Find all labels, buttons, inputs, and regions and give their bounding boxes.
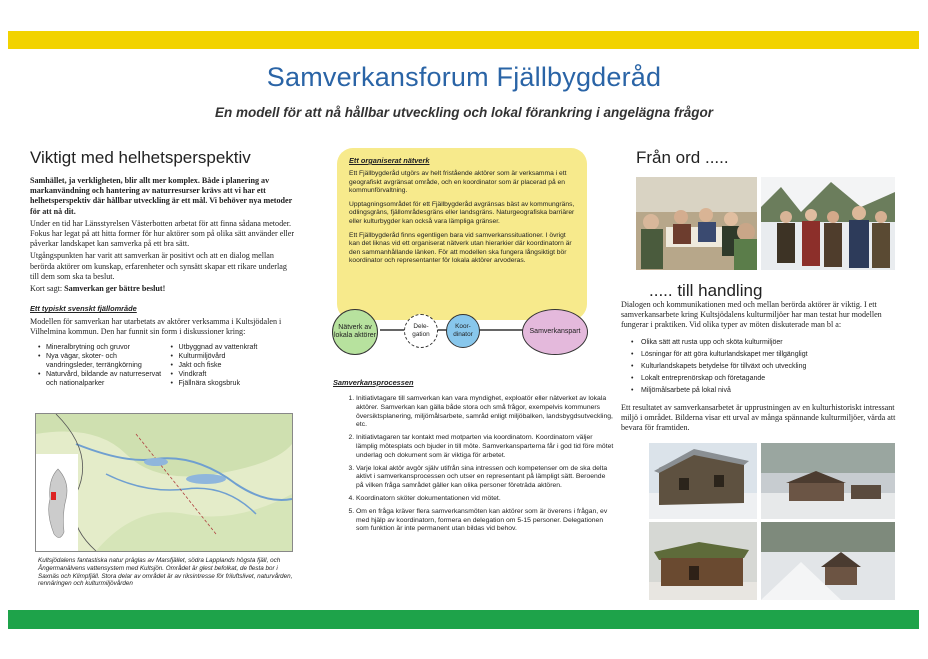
right-heading-2: ..... till handling	[649, 281, 763, 300]
list-item: • Mineralbrytning och gruvor	[40, 343, 163, 352]
building-photo-1-graphic	[649, 443, 757, 519]
meeting-photo-1-graphic	[636, 177, 757, 270]
paragraph-3: Modellen för samverkan har utarbetats av aktörer verksamma i Kultsjödalen i Vilhelmina kommun. Den har funnit sin form i diskussioner kring:	[30, 317, 282, 337]
building-photo-2	[761, 443, 895, 519]
list-item: • Fjällnära skogsbruk	[173, 379, 296, 388]
top-color-bar	[8, 31, 919, 49]
left-column	[30, 148, 295, 388]
right-paragraph-1: Dialogen och kommunikationen med och mellan berörda aktörer är viktig. I ett samverkansarbete kring Kultsjödalens kulturmiljöer har man testat hur modellen fungerar i praktiken. Vid olika typer av möten diskuterade man bl a:	[621, 300, 882, 330]
node-coordinator-label: Koor- dinator	[453, 323, 473, 338]
topic-list-b	[163, 343, 296, 388]
right-paragraph-2: Ett resultatet av samverkansarbetet är upprustningen av en kulturhistoriskt intressant miljö i området. Bilderna visar ett urval av många spännande kulturmiljöer, värda att bevara för framtiden.	[621, 402, 896, 433]
list-item: • Jakt och fiske	[173, 361, 296, 370]
process-heading: Samverkansprocessen	[333, 378, 414, 387]
discussion-list	[621, 337, 903, 397]
list-item: • Lösningar för att göra kulturlandskapet mer tillgängligt	[631, 349, 903, 361]
meeting-photo-2	[761, 177, 895, 270]
building-photo-4	[761, 522, 895, 600]
meeting-photo-2-graphic	[761, 177, 895, 270]
node-delegation-label: Dele- gation	[412, 323, 430, 338]
topic-list-a	[30, 343, 163, 388]
building-photo-4-graphic	[761, 522, 895, 600]
process-step: 1. Initiativtagare till samverkan kan vara myndighet, exploatör eller nätverket av lokala aktörer. Samverkan kan gälla både stora och små frågor, exempelvis kommuners översiktsplanering, miljömålsarbete, samråd enligt miljöbalken, landsbygdsutveckling, etc.	[356, 395, 614, 430]
summary-prefix: Kort sagt:	[30, 284, 65, 294]
node-delegation	[404, 314, 438, 348]
right-text	[621, 300, 903, 435]
list-item: • Olika sätt att rusta upp och sköta kulturmiljöer	[631, 337, 903, 349]
list-item: • Miljömålsarbete på lokal nivå	[631, 385, 903, 397]
map-caption: Kultsjödalens fantastiska natur präglas av Marsfjället, södra Lapplands högsta fjäll, och Ångermanälvens vattensystem med Kultsjön. Området är glest befolkat, de flesta bor i Saxnäs och Klimpfjäll. Stora delar av området är av riksintresse för friluftslivet, naturvården, rennäringen och kulturmiljövården	[38, 557, 293, 588]
intro-paragraph: Samhället, ja verkligheten, blir allt mer komplex. Både i planering av markanvändning och hantering av naturresurser krävs att vi har ett helhetsperspektiv där hållbar utveckling är ett mål. Vi behöver nya metoder för att nå dit.	[30, 176, 293, 216]
list-item: • Kulturlandskapets betydelse för tillväxt och utveckling	[631, 361, 903, 373]
page-subtitle: En modell för att nå hållbar utveckling och lokal förankring i angelägna frågor	[214, 105, 714, 120]
node-actors	[332, 309, 378, 355]
right-heading-1-wrap	[636, 148, 729, 176]
list-item: • Utbyggnad av vattenkraft	[173, 343, 296, 352]
map-graphic	[36, 414, 292, 551]
list-item: • Lokalt entreprenörskap och företagande	[631, 373, 903, 385]
list-item: • Kulturmiljövård	[173, 352, 296, 361]
process-step: 2. Initiativtagaren tar kontakt med motparten via koordinatorn. Koordinatorn väljer lämplig mötesplats och bjuder in till möte. Samverkansparterna får i god tid före mötet underlag och dokument som är viktiga för arbetet.	[356, 434, 614, 460]
process-step: 4. Koordinatorn sköter dokumentationen vid mötet.	[356, 495, 614, 504]
list-item: • Nya vägar, skoter- och vandringsleder, terrängkörning	[40, 352, 163, 370]
list-item: • Naturvård, bildande av naturreservat och nationalparker	[40, 370, 163, 388]
node-coordinator	[446, 314, 480, 348]
subsection-heading: Ett typiskt svenskt fjällområde	[30, 304, 137, 314]
summary-line	[30, 284, 295, 294]
network-paragraph-3: Ett Fjällbygderåd finns egentligen bara vid samverkanssituationer. I övrigt kan det liknas vid ett organiserat nätverk utan hierarkier där koordinatorn är den sammanhållande länken. För att modellen ska fungera långsiktigt bör koordinator och representanter för lokala aktörer arvoderas.	[349, 231, 572, 265]
paragraph-1: Under en tid har Länsstyrelsen Västerbotten arbetat för att finna sådana metoder. Fokus har legat på att hitta former för hur aktörer som på olika sätt använder eller påverkar landskapet kan samverka på ett bra sätt.	[30, 218, 295, 249]
meeting-photo-1	[636, 177, 757, 270]
node-partner-label: Samverkanspart	[529, 328, 581, 335]
process-steps	[342, 395, 614, 538]
building-photo-1	[649, 443, 757, 519]
left-heading: Viktigt med helhetsperspektiv	[30, 148, 251, 167]
paragraph-2: Utgångspunkten har varit att samverkan är positivt och att en dialog mellan berörda aktörer om kunskap, erfarenheter och synsätt skapar ett rikare underlag till dem som ska ta beslut.	[30, 251, 287, 281]
list-item: • Vindkraft	[173, 370, 296, 379]
summary-bold: Samverkan ger bättre beslut!	[64, 284, 166, 294]
node-actors-label: Nätverk av lokala aktörer	[333, 324, 377, 339]
building-photo-3	[649, 522, 757, 600]
process-step: 3. Varje lokal aktör avgör själv utifrån sina intressen och kompetenser om de ska delta aktivt i samverkansprocessen och utser en representant på lämpligt sätt. Beroende på vilken fråga samrådet gäller kan olika personer företräda aktören.	[356, 465, 614, 491]
region-map	[35, 413, 293, 552]
bottom-color-bar	[8, 610, 919, 629]
network-paragraph-1: Ett Fjällbygderåd utgörs av helt fristående aktörer som är verksamma i ett geografiskt avgränsat område, och en koordinator som är placerad på en kommunförvaltning.	[349, 170, 567, 195]
process-step: 5. Om en fråga kräver flera samverkansmöten kan aktörer som är överens i frågan, ev med hjälp av koordinatorn, formera en delegation om 5-15 personer. Delegationen som funktion är inte permanent utan bildas vid behov.	[356, 508, 614, 534]
building-photo-2-graphic	[761, 443, 895, 519]
network-paragraph-2: Upptagningsområdet för ett Fjällbygderåd avgränsas bäst av kommungräns, odlingsgräns, fjällområdesgräns eller landsgräns. Naturgeografiska barriärer eller kulturbygder kan också vara lämpliga gränser.	[349, 200, 575, 225]
right-heading-1: Från ord .....	[636, 148, 729, 167]
node-partner	[522, 309, 588, 355]
topic-lists	[30, 343, 295, 388]
page-title: Samverkansforum Fjällbygderåd	[266, 62, 662, 92]
network-box	[337, 148, 587, 320]
building-photo-3-graphic	[649, 522, 757, 600]
network-heading: Ett organiserat nätverk	[349, 156, 430, 165]
